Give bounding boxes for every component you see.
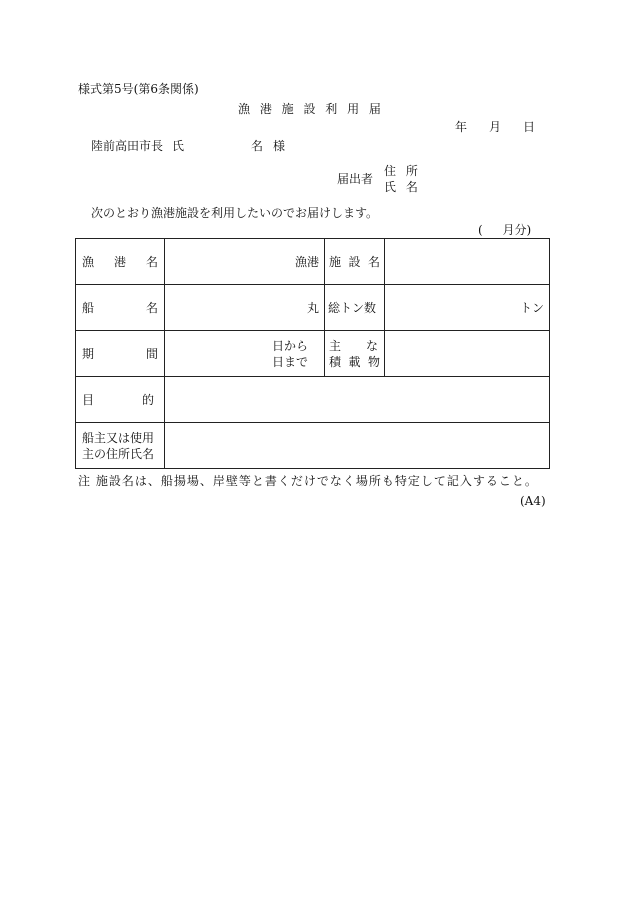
facility-name-label: 施 設 名	[325, 239, 385, 285]
addressee-mei: 名	[251, 139, 264, 153]
facility-use-table	[75, 238, 550, 469]
period-from: 日から	[272, 338, 309, 353]
table-row	[76, 285, 550, 331]
copies-label: ( 月分)	[478, 223, 532, 237]
port-suffix: 漁港	[294, 255, 319, 269]
date-month: 月	[489, 120, 502, 134]
table-row	[76, 331, 550, 377]
tonnage-unit: トン	[519, 301, 544, 315]
date-year: 年	[455, 120, 468, 134]
note-text: 注 施設名は、船揚場、岸壁等と書くだけでなく場所も特定して記入すること。	[78, 474, 538, 488]
intro-text: 次のとおり漁港施設を利用したいのでお届けします。	[91, 206, 379, 220]
purpose-field[interactable]	[165, 377, 550, 423]
tonnage-label: 総トン数	[325, 285, 385, 331]
addressee-title: 陸前高田市長	[91, 139, 164, 153]
period-field[interactable]	[165, 331, 325, 377]
ship-name-label: 船 名	[76, 285, 165, 331]
tonnage-field[interactable]	[385, 285, 550, 331]
port-name-label: 漁 港 名	[76, 239, 165, 285]
owner-field[interactable]	[165, 423, 550, 469]
addressee-shi: 氏	[172, 139, 185, 153]
paper-size: (A4)	[520, 494, 546, 508]
owner-label: 船主又は使用 主の住所氏名	[76, 423, 165, 469]
applicant-name-label: 氏 名	[384, 180, 418, 194]
period-label: 期 間	[76, 331, 165, 377]
date-day: 日	[523, 120, 536, 134]
form-number: 様式第5号(第6条関係)	[78, 82, 199, 96]
table-row	[76, 423, 550, 469]
period-to: 日まで	[272, 354, 309, 369]
applicant-label: 届出者	[337, 172, 374, 186]
facility-name-field[interactable]	[385, 239, 550, 285]
cargo-label: 主 な 積 載 物	[325, 331, 385, 377]
ship-suffix: 丸	[306, 301, 319, 315]
ship-name-field[interactable]	[165, 285, 325, 331]
table-row	[76, 239, 550, 285]
cargo-field[interactable]	[385, 331, 550, 377]
port-name-field[interactable]	[165, 239, 325, 285]
table-row	[76, 377, 550, 423]
addressee-sama: 様	[273, 139, 286, 153]
applicant-address-label: 住 所	[384, 164, 418, 178]
form-title: 漁 港 施 設 利 用 届	[238, 102, 381, 116]
purpose-label: 目 的	[76, 377, 165, 423]
